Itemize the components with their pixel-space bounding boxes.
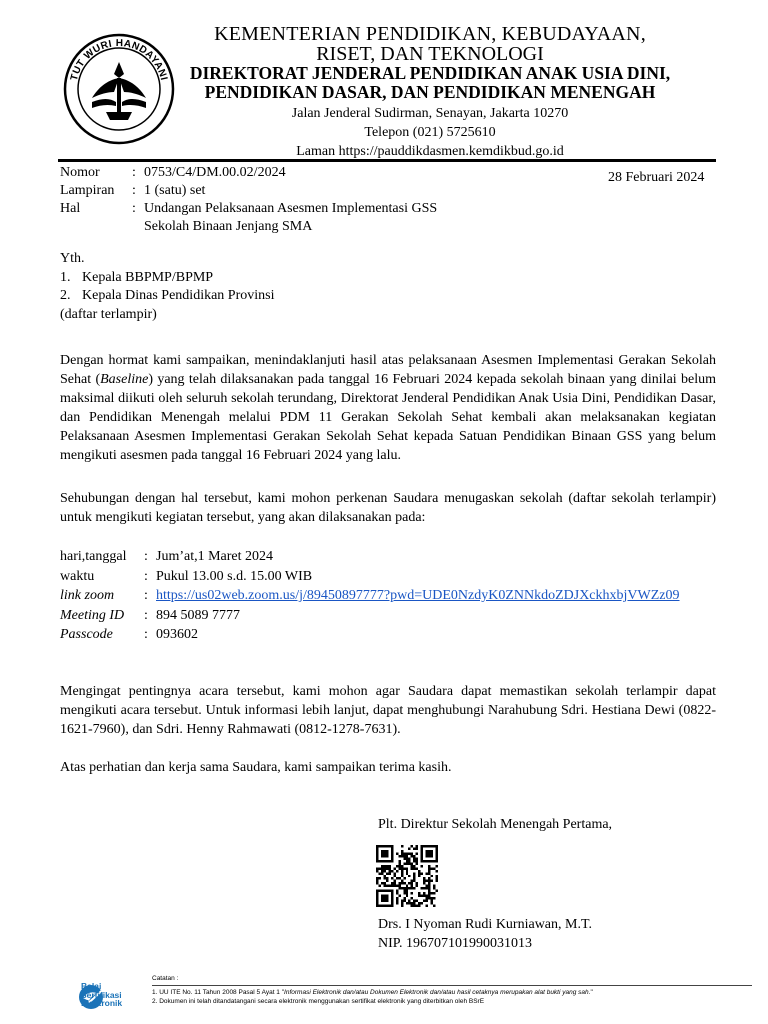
letterhead-text	[180, 24, 680, 161]
signatory-name: Drs. I Nyoman Rudi Kurniawan, M.T.	[378, 917, 592, 932]
colon: :	[132, 165, 136, 180]
office-address: Jalan Jenderal Sudirman, Senayan, Jakarta 10270	[291, 106, 569, 121]
directorate-name-line1: DIREKTORAT JENDERAL PENDIDIKAN ANAK USIA DINI,	[189, 63, 671, 83]
colon: :	[144, 588, 148, 604]
greeting: Yth.	[60, 251, 85, 266]
colon: :	[132, 183, 136, 198]
body-paragraph-1	[60, 351, 716, 465]
body-paragraph-closing: Atas perhatian dan kerja sama Saudara, kami sampaikan terima kasih.	[60, 760, 452, 775]
colon: :	[144, 627, 148, 643]
tut-wuri-handayani-logo	[62, 32, 176, 146]
recipient-note: (daftar terlampir)	[60, 306, 157, 322]
signature-qr-code	[376, 845, 438, 907]
directorate-name-line2: PENDIDIKAN DASAR, DAN PENDIDIKAN MENENGAH	[204, 82, 656, 102]
event-label: Meeting ID	[60, 607, 125, 623]
footer	[0, 968, 768, 1024]
signatory-block	[378, 915, 592, 953]
hal-value	[144, 200, 544, 236]
event-label: link zoom	[60, 588, 115, 604]
hal-label: Hal	[60, 201, 81, 216]
note-2: 2. Dokumen ini telah ditandatangani secara elektronik menggunakan sertifikat elektronik yang diterbitkan oleh BSrE	[152, 998, 485, 1005]
lampiran-value: 1 (satu) set	[144, 183, 206, 198]
bsre-line3: Elektronik	[81, 998, 123, 1008]
ministry-name-line2: RISET, DAN TEKNOLOGI	[316, 43, 544, 65]
note-1-italic: Informasi Elektronik dan/atau Dokumen Elektronik dan/atau hasil cetaknya merupakan alat bukti yang sah.	[284, 989, 591, 996]
body-paragraph-2: Sehubungan dengan hal tersebut, kami mohon perkenan Saudara menugaskan sekolah (daftar sekolah terlampir) untuk mengikuti kegiatan tersebut, yang akan dilaksanakan pada:	[60, 491, 716, 525]
body-paragraph-3: Mengingat pentingnya acara tersebut, kami mohon agar Saudara dapat memastikan sekolah terlampir dapat mengikuti acara tersebut. Untuk informasi lebih lanjut, dapat menghubungi Narahubung Sdri. Hestiana Dewi (0822-1621-7960), dan Sdri. Henny Rahmawati (0812-1278-7631).	[60, 684, 716, 737]
lampiran-label: Lampiran	[60, 183, 115, 198]
footer-notes	[152, 974, 752, 1006]
hal-row	[60, 200, 544, 236]
hal-value-line1: Undangan Pelaksanaan Asesmen Implementasi GSS	[144, 201, 438, 216]
event-row-meeting-id	[60, 606, 680, 626]
note-1-b: "	[590, 989, 593, 996]
event-row-time	[60, 567, 680, 587]
nomor-value: 0753/C4/DM.00.02/2024	[144, 165, 286, 180]
bsre-line2: Sertifikasi	[81, 989, 122, 1000]
recipient-text: Kepala BBPMP/BPMP	[82, 269, 214, 285]
bsre-line1: Balai	[81, 981, 102, 991]
list-item	[60, 269, 274, 288]
event-value: 894 5089 7777	[156, 607, 240, 623]
event-value: 093602	[156, 627, 198, 643]
note-1-a: 1. UU ITE No. 11 Tahun 2008 Pasal 5 Ayat 1 "	[152, 989, 285, 996]
recipient-text: Kepala Dinas Pendidikan Provinsi	[82, 288, 275, 303]
signatory-position: Plt. Direktur Sekolah Menengah Pertama,	[378, 817, 613, 832]
office-phone: Telepon (021) 5725610	[364, 125, 496, 140]
notes-title: Catatan :	[152, 975, 179, 982]
note-1	[152, 985, 752, 997]
bsre-name	[81, 982, 122, 1008]
nomor-row	[60, 164, 544, 182]
nomor-label: Nomor	[60, 165, 100, 180]
list-number: 2.	[60, 288, 71, 303]
event-label: hari,tanggal	[60, 549, 127, 564]
logo-motto: TUT WURI HANDAYANI	[68, 37, 170, 82]
p1-text-b: ) yang telah dilaksanakan pada tanggal 16 Februari 2024 kepada sekolah binaan yang dinilai belum maksimal diikuti oleh seluruh sekolah terundang, Direktorat Jenderal Pendidikan Anak Usia Dini, Pendidikan Dasar, dan Pendidikan Menengah melalui PDM 11 Gerakan Sekolah Sehat kembali akan melaksanakan kegiatan Pelaksanaan Asesmen Implementasi Gerakan Sekolah Sehat kepada Satuan Pendidikan Binaan GSS yang belum mengikuti asesmen pada tanggal 16 Februari 2024 yang lalu.	[60, 372, 717, 463]
event-value	[156, 586, 680, 606]
event-label: waktu	[60, 568, 95, 584]
hal-value-line2: Sekolah Binaan Jenjang SMA	[144, 219, 313, 234]
p1-italic-baseline: Baseline	[100, 372, 149, 387]
colon: :	[132, 201, 136, 216]
letterhead-divider	[58, 159, 716, 162]
p1-text-a: Dengan hormat kami sampaikan, menindaklanjuti hasil atas pelaksanaan Asesmen Implementasi Gerakan Sekolah Sehat (	[60, 353, 716, 387]
lampiran-row	[60, 182, 544, 200]
zoom-link[interactable]: https://us02web.zoom.us/j/89450897777?pwd=UDE0NzdyK0ZNNkdoZDJXckhxbjVWZz09	[156, 588, 680, 604]
letter-metadata	[60, 164, 544, 236]
letter-date: 28 Februari 2024	[608, 170, 705, 185]
event-label: Passcode	[60, 627, 113, 643]
list-number: 1.	[60, 269, 71, 285]
event-row-passcode	[60, 625, 680, 645]
colon: :	[144, 568, 148, 584]
signatory-nip: NIP. 196707101990031013	[378, 936, 533, 951]
event-row-zoom	[60, 586, 680, 606]
colon: :	[144, 549, 148, 564]
letterhead	[0, 0, 768, 160]
event-value: Jum’at,1 Maret 2024	[156, 549, 274, 564]
recipients	[60, 250, 274, 324]
ministry-name-line1: KEMENTERIAN PENDIDIKAN, KEBUDAYAAN,	[214, 23, 646, 45]
office-website: Laman https://pauddikdasmen.kemdikbud.go.id	[296, 144, 564, 159]
event-value: Pukul 13.00 s.d. 15.00 WIB	[156, 568, 313, 584]
list-item	[60, 287, 274, 306]
colon: :	[144, 607, 148, 623]
event-details	[60, 547, 680, 645]
event-row-date	[60, 547, 680, 567]
